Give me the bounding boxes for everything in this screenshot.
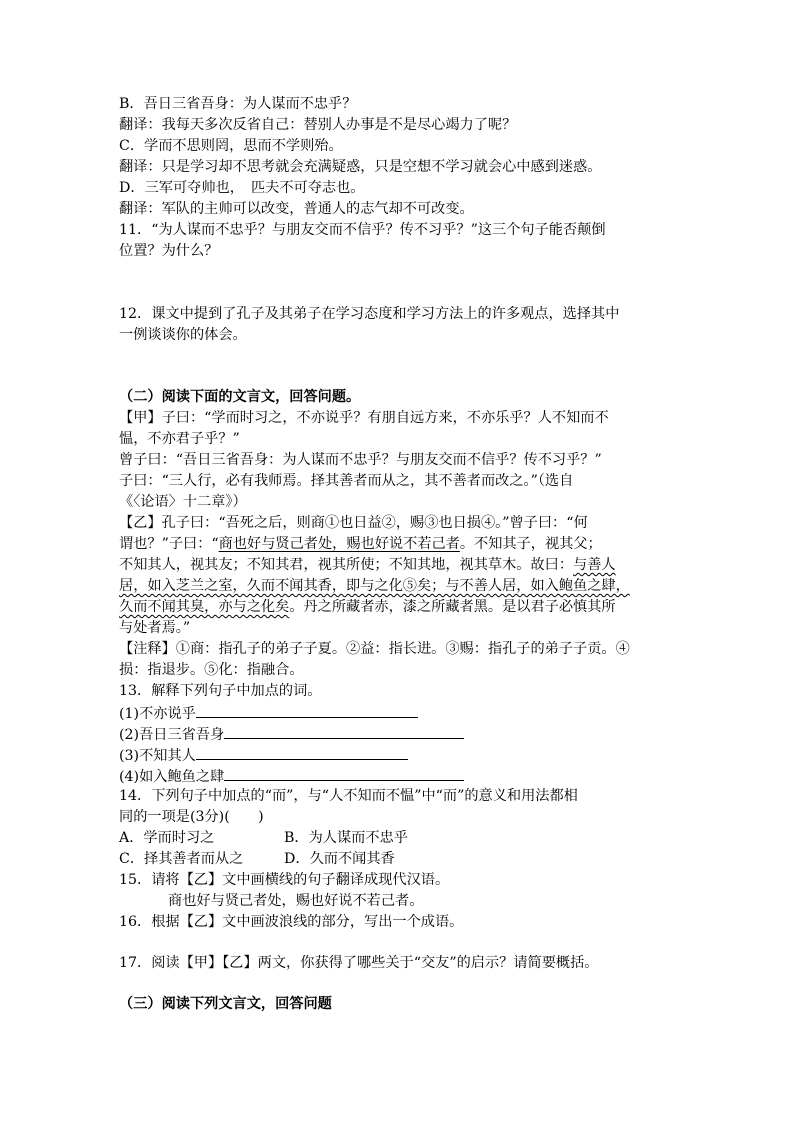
- passage-yi-line-1: 【乙】孔子曰：“吾死之后，则商①也日益②，赐③也日损④。”曾子曰：“何: [119, 515, 588, 531]
- passage-yi-text: 。不知其子，视其父；: [459, 536, 602, 552]
- question-13-item-1: [119, 702, 418, 725]
- answer-blank[interactable]: [224, 765, 464, 781]
- question-14-line-1: 14．下列句子中加点的“而”，与“人不知而不愠”中“而”的意义和用法都相: [119, 788, 578, 804]
- passage-jia-line-1: 【甲】子曰：“学而时习之，不亦说乎？有朋自远方来，不亦乐乎？人不知而不: [119, 410, 609, 426]
- option-a: A．学而时习之: [119, 830, 215, 846]
- passage-jia-line-4: 子曰：“三人行，必有我师焉。择其善者而从之，其不善者而改之。”（选自: [119, 473, 574, 489]
- question-15: 15．请将【乙】文中画横线的句子翻译成现代汉语。: [119, 872, 450, 888]
- translation-c-line: 翻译：只是学习却不思考就会充满疑惑，只是空想不学习就会心中感到迷惑。: [119, 159, 602, 175]
- option-c: C．择其善者而从之: [119, 851, 244, 867]
- passage-yi-line-6: 与处者焉。”: [119, 620, 191, 636]
- translation-d-line: 翻译：军队的主帅可以改变，普通人的志气却不可改变。: [119, 201, 474, 217]
- section-2-heading: （二）阅读下面的文言文，回答问题。: [119, 389, 361, 405]
- passage-yi-line-5: [119, 597, 616, 618]
- answer-blank[interactable]: [224, 723, 464, 739]
- answer-blank[interactable]: [196, 744, 408, 760]
- question-14-options-row-1: [119, 828, 408, 849]
- passage-yi-line-3: [119, 555, 616, 576]
- notes-line-2: 损：指退步。⑤化：指融合。: [119, 662, 304, 678]
- passage-yi-text: 谓也？”子曰：“: [119, 536, 219, 552]
- item-text: (3)不知其人: [119, 748, 196, 764]
- question-13-item-3: [119, 744, 408, 767]
- notes-line-1: 【注释】①商：指孔子的弟子子夏。②益：指长进。③赐：指孔子的弟子子贡。④: [119, 641, 630, 657]
- question-12-line-1: 12．课文中提到了孔子及其弟子在学习态度和学习方法上的许多观点，选择其中: [119, 306, 620, 322]
- question-12-line-2: 一例谈谈你的体会。: [119, 327, 247, 343]
- item-text: (1)不亦说乎: [119, 706, 196, 722]
- passage-yi-line-2: [119, 534, 602, 555]
- section-3-heading: （三）阅读下列文言文，回答问题: [119, 996, 332, 1012]
- question-17: 17．阅读【甲】【乙】两文，你获得了哪些关于“交友”的启示？请简要概括。: [119, 955, 599, 971]
- item-text: (2)吾日三省吾身: [119, 727, 225, 743]
- question-14-line-2: 同的一项是(3分)( ): [119, 809, 264, 825]
- passage-jia-source: 《〈论语〉十二章》）: [119, 494, 247, 510]
- passage-jia-line-2: 愠，不亦君子乎？”: [119, 431, 240, 447]
- option-b-line: B．吾日三省吾身：为人谋而不忠乎？: [119, 96, 357, 112]
- wavy-underlined-text: 久而不闻其臭，亦与之化矣: [119, 599, 290, 615]
- passage-yi-text: 。丹之所藏者赤，漆之所藏者黑。是以君子必慎其所: [289, 599, 616, 615]
- question-11-line-2: 位置？为什么？: [119, 243, 219, 259]
- passage-jia-line-3: 曾子曰：“吾日三省吾身：为人谋而不忠乎？与朋友交而不信乎？传不习乎？”: [119, 452, 602, 468]
- passage-yi-line-4: 居，如入芝兰之室，久而不闻其香，即与之化⑤矣；与不善人居，如入鲍鱼之肆，: [119, 578, 630, 594]
- question-16: 16．根据【乙】文中画波浪线的部分，写出一个成语。: [119, 914, 464, 930]
- option-d: D．久而不闻其香: [284, 851, 395, 867]
- underlined-sentence: 商也好与贤己者处，赐也好说不若己者: [218, 536, 460, 552]
- option-c-line: C．学而不思则罔，思而不学则殆。: [119, 138, 343, 154]
- question-13: 13．解释下列句子中加点的词。: [119, 683, 322, 699]
- translation-b-line: 翻译：我每天多次反省自己：替别人办事是不是尽心竭力了呢？: [119, 117, 517, 133]
- passage-yi-text: 不知其人，视其友；不知其君，视其所使；不知其地，视其草木。故曰：: [119, 557, 574, 573]
- item-text: (4)如入鲍鱼之肆: [119, 769, 225, 785]
- wavy-underlined-text: 与善人: [573, 557, 616, 573]
- option-b: B．为人谋而不忠乎: [284, 830, 408, 846]
- answer-blank[interactable]: [196, 702, 418, 718]
- question-13-item-2: [119, 723, 464, 746]
- option-d-line: D．三军可夺帅也， 匹夫不可夺志也。: [119, 180, 365, 196]
- question-15-sentence: 商也好与贤己者处，赐也好说不若己者。: [168, 893, 424, 909]
- question-13-item-4: [119, 765, 464, 788]
- question-11-line-1: 11．“为人谋而不忠乎？与朋友交而不信乎？传不习乎？”这三个句子能否颠倒: [119, 222, 606, 238]
- question-14-options-row-2: [119, 849, 395, 870]
